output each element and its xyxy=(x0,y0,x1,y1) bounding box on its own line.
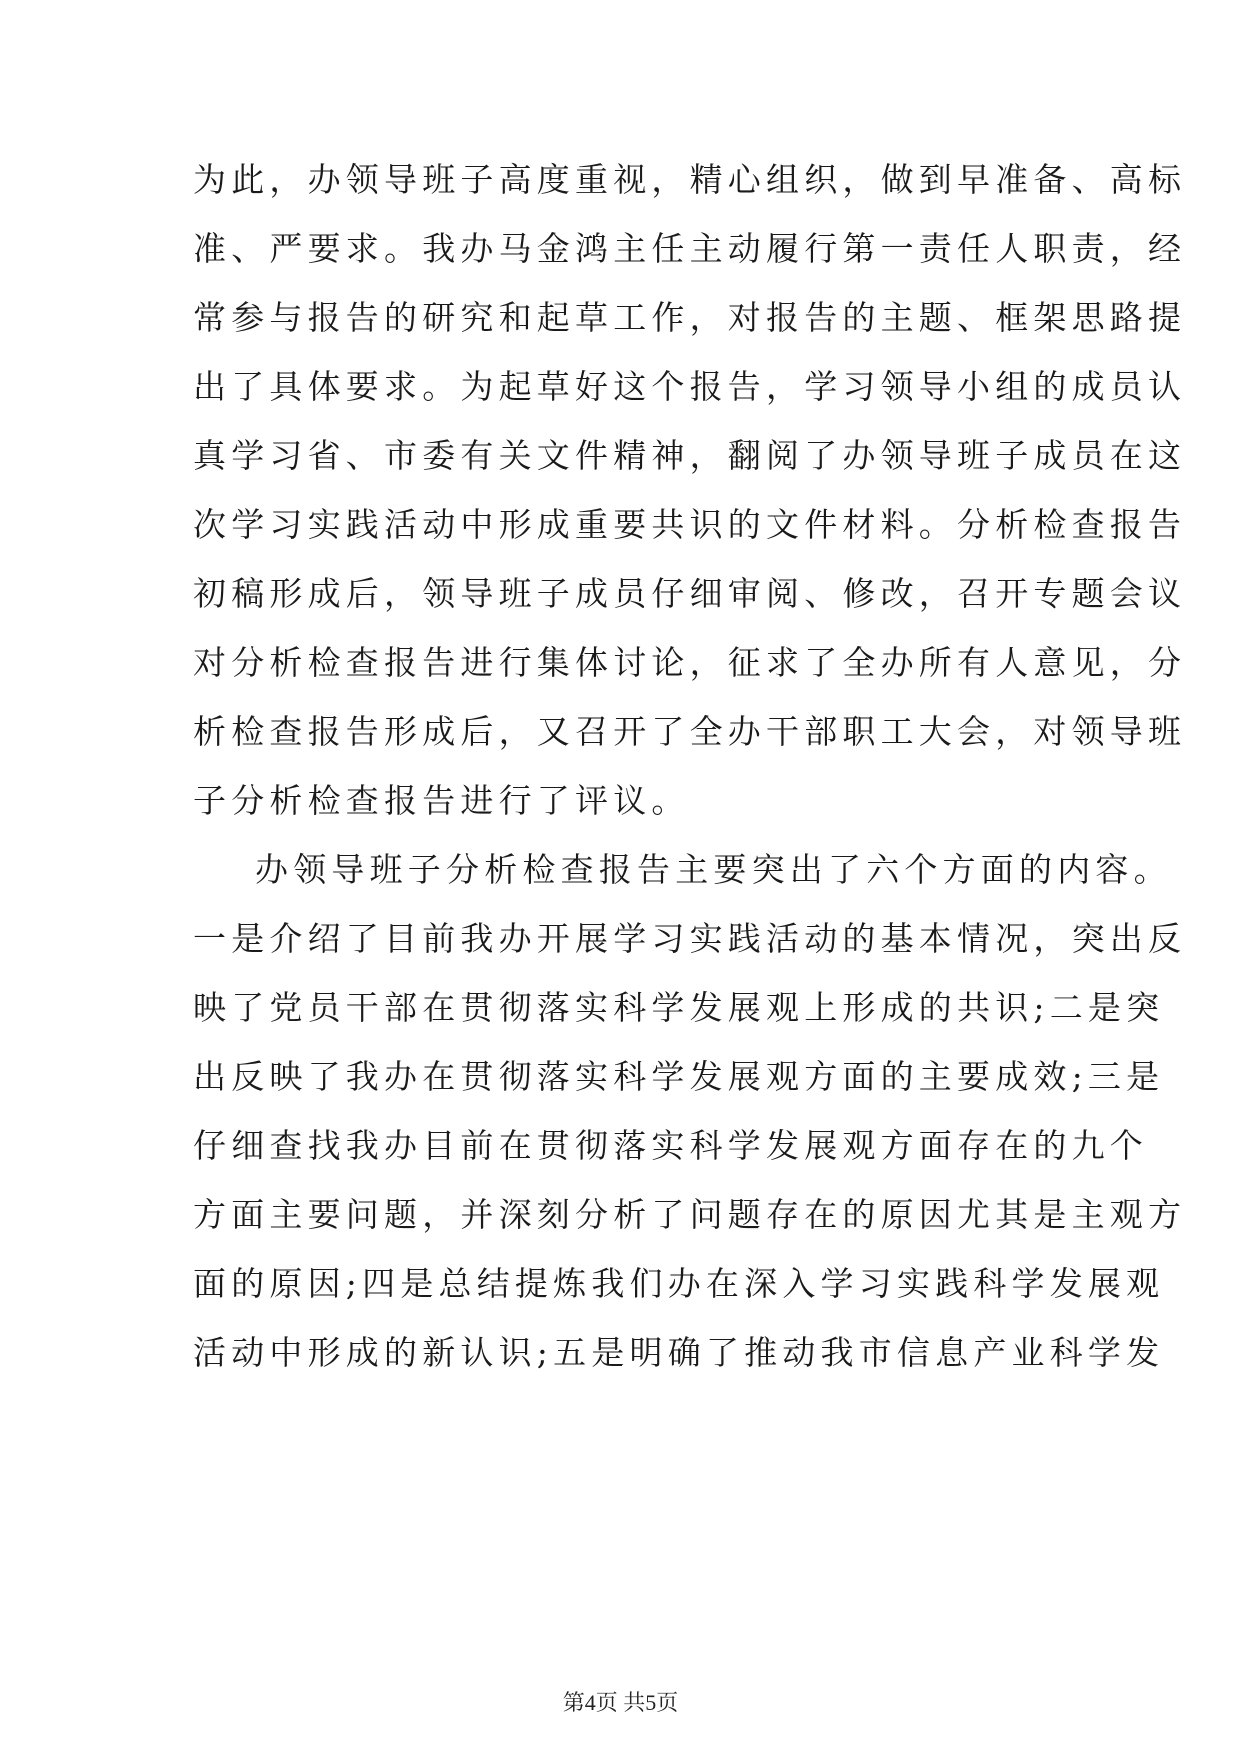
text-line: 真学习省、市委有关文件精神，翻阅了办领导班子成员在这 xyxy=(193,436,1187,475)
text-line: 活动中形成的新认识;五是明确了推动我市信息产业科学发 xyxy=(193,1333,1165,1372)
text-line: 映了党员干部在贯彻落实科学发展观上形成的共识;二是突 xyxy=(193,988,1165,1027)
text-line: 对分析检查报告进行集体讨论，征求了全办所有人意见，分 xyxy=(193,643,1187,682)
text-line: 仔细查找我办目前在贯彻落实科学发展观方面存在的九个 xyxy=(193,1126,1148,1165)
text-line: 出反映了我办在贯彻落实科学发展观方面的主要成效;三是 xyxy=(193,1057,1165,1096)
page-number: 第4页 共5页 xyxy=(562,1690,679,1715)
paragraph-start-line: 办领导班子分析检查报告主要突出了六个方面的内容。 xyxy=(255,850,1172,889)
text-line: 一是介绍了目前我办开展学习实践活动的基本情况，突出反 xyxy=(193,919,1187,958)
text-line: 初稿形成后，领导班子成员仔细审阅、修改，召开专题会议 xyxy=(193,574,1187,613)
text-line: 次学习实践活动中形成重要共识的文件材料。分析检查报告 xyxy=(193,505,1187,544)
text-line: 面的原因;四是总结提炼我们办在深入学习实践科学发展观 xyxy=(193,1264,1165,1303)
text-line: 析检查报告形成后，又召开了全办干部职工大会，对领导班 xyxy=(193,712,1187,751)
text-line: 出了具体要求。为起草好这个报告，学习领导小组的成员认 xyxy=(193,367,1187,406)
text-line: 子分析检查报告进行了评议。 xyxy=(193,781,690,820)
text-line: 常参与报告的研究和起草工作，对报告的主题、框架思路提 xyxy=(193,298,1187,337)
text-line: 方面主要问题，并深刻分析了问题存在的原因尤其是主观方 xyxy=(193,1195,1187,1234)
text-line: 准、严要求。我办马金鸿主任主动履行第一责任人职责，经 xyxy=(193,229,1187,268)
text-line: 为此，办领导班子高度重视，精心组织，做到早准备、高标 xyxy=(193,160,1187,199)
